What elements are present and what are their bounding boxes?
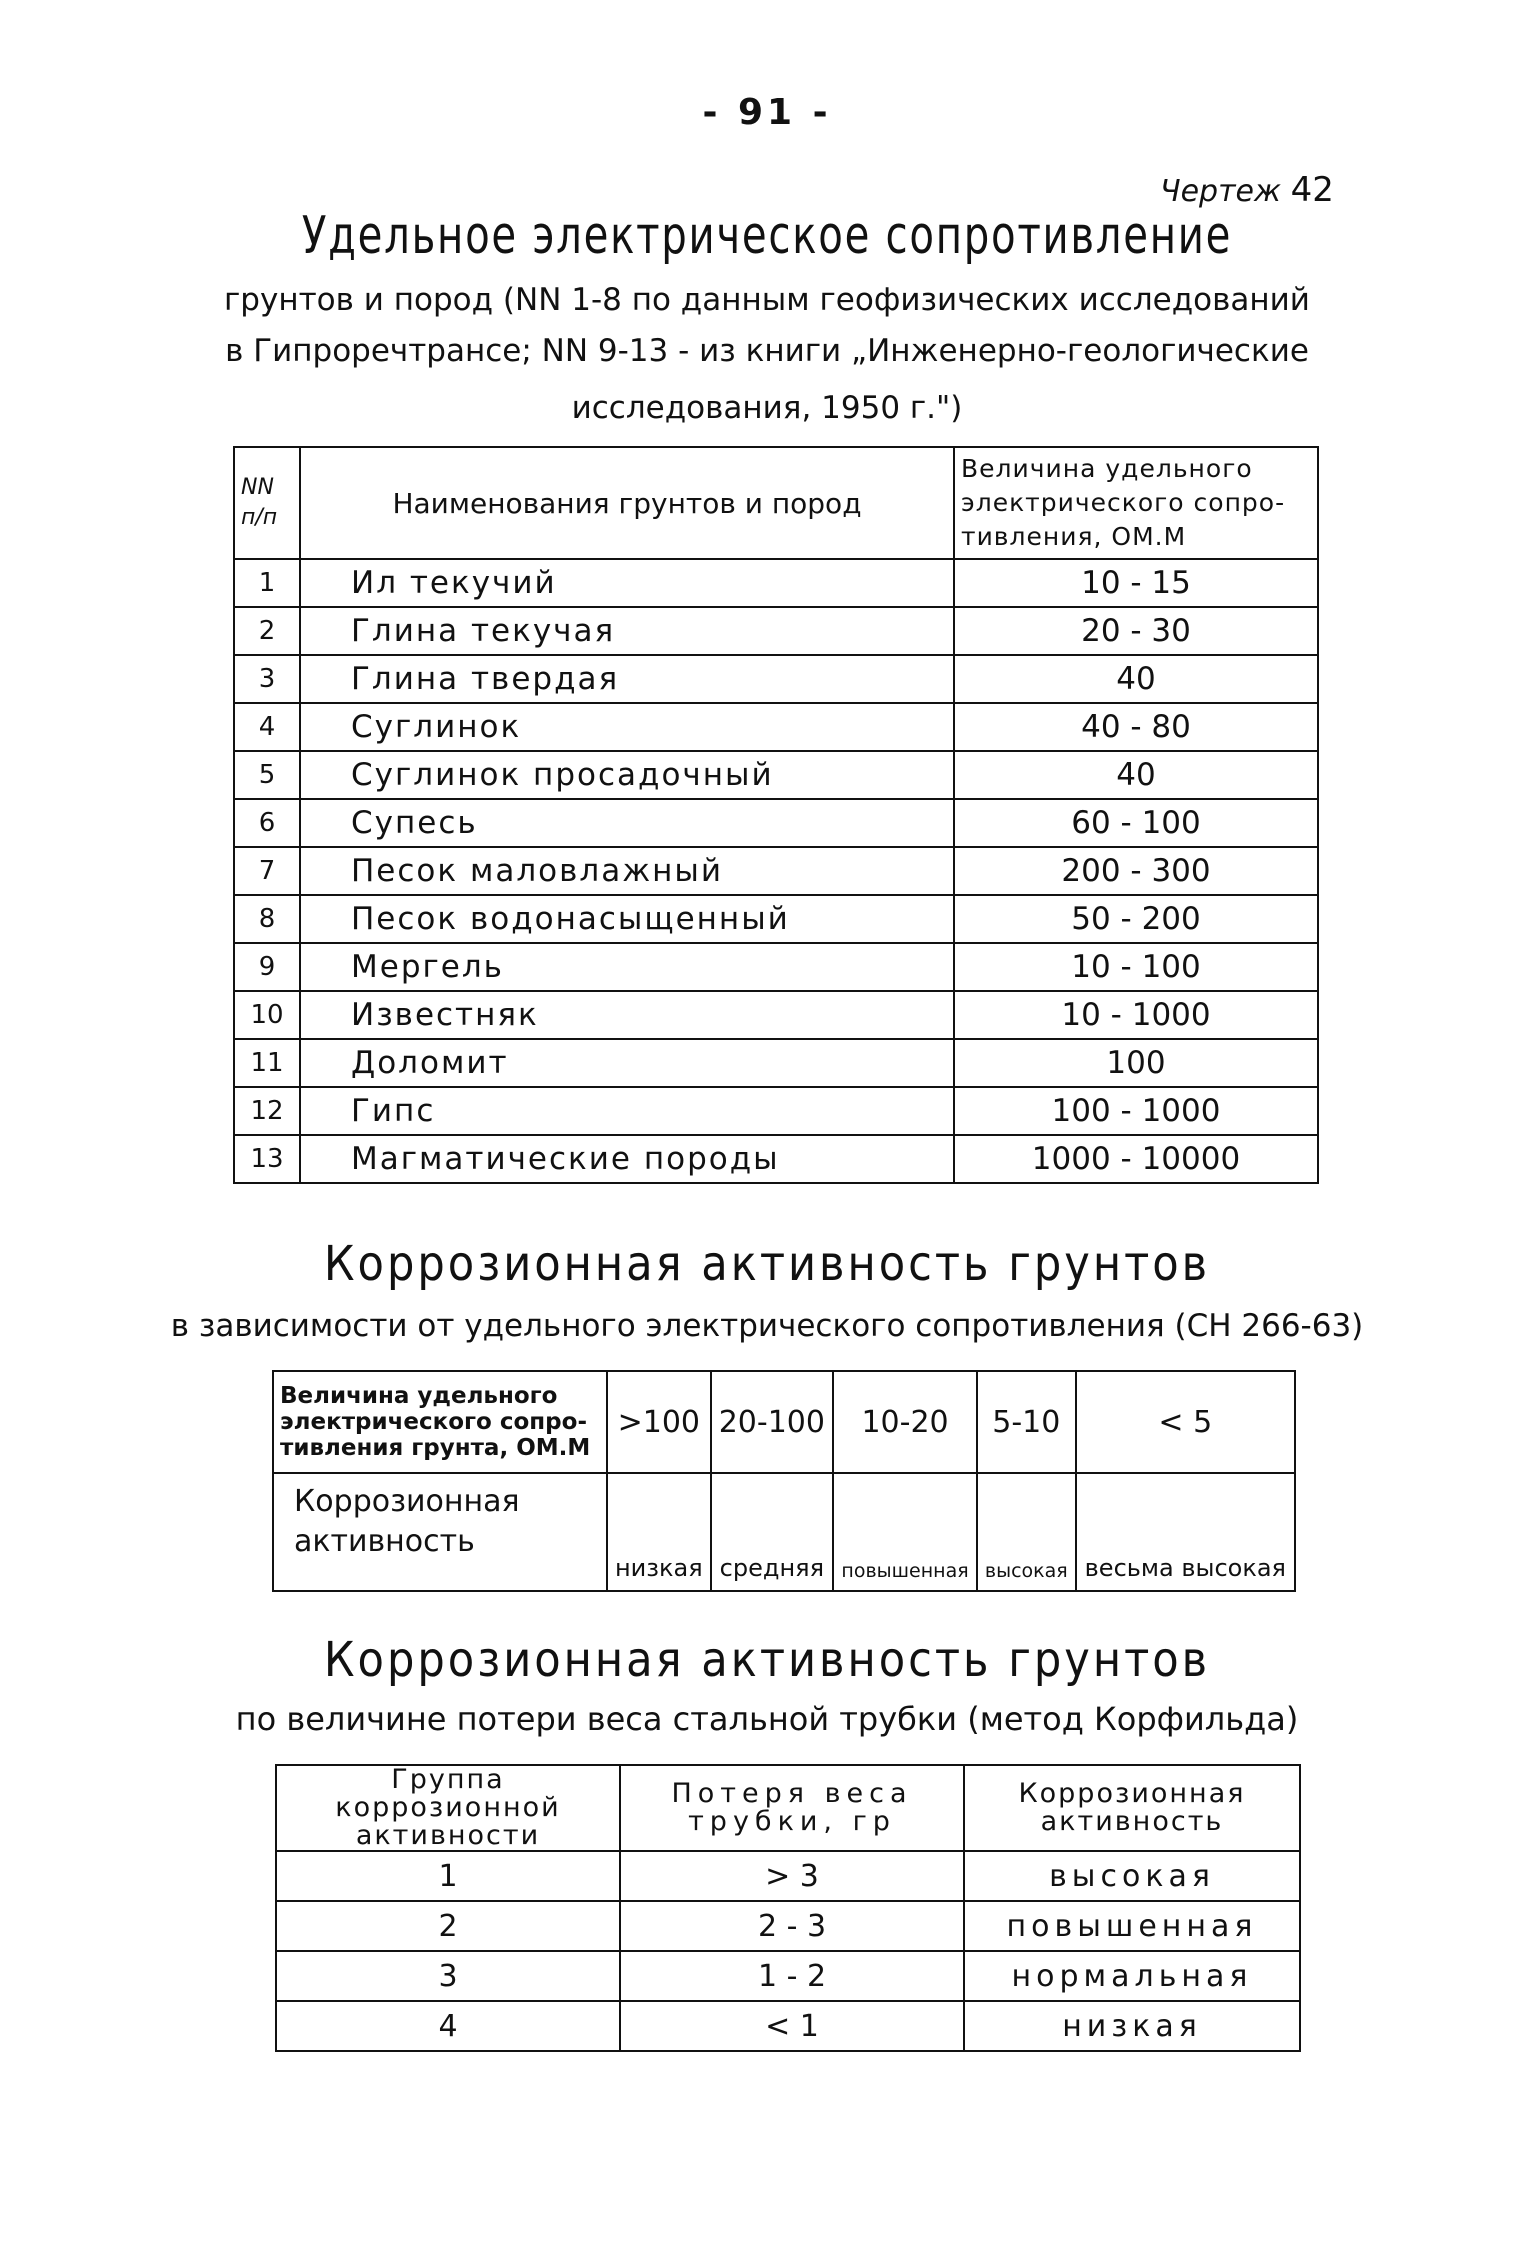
table-row (273, 1371, 1295, 1473)
row-number: 8 (234, 895, 300, 943)
resistivity-value: 100 - 1000 (954, 1087, 1318, 1135)
resistivity-value: 10 - 1000 (954, 991, 1318, 1039)
soil-name: Супесь (300, 799, 954, 847)
corrosion-activity: нормальная (964, 1951, 1300, 2001)
row-label-corrosion: Коррозионная активность (273, 1473, 607, 1591)
resistivity-value: 60 - 100 (954, 799, 1318, 847)
table-row (234, 655, 1318, 703)
table-row (276, 2001, 1300, 2051)
soil-name: Гипс (300, 1087, 954, 1135)
header-resistivity: Величина удельного электрического сопро-тивления, ОМ.М (954, 447, 1318, 559)
soil-name: Суглинок (300, 703, 954, 751)
section1-subtitle-line3: исследования, 1950 г.") (571, 390, 963, 426)
section1-title: Удельное электрическое сопротивление (301, 206, 1233, 266)
soil-name: Магматические породы (300, 1135, 954, 1183)
resistivity-value: 100 (954, 1039, 1318, 1087)
weight-loss: > 3 (620, 1851, 964, 1901)
table-row (234, 751, 1318, 799)
row-label-resistivity: Величина удельного электрического сопро-тивления грунта, ОМ.М (273, 1371, 607, 1473)
corrosion-level-2: средняя (711, 1473, 834, 1591)
table-row (234, 1087, 1318, 1135)
corrosion-level-1: низкая (607, 1473, 711, 1591)
resistivity-range-5: < 5 (1076, 1371, 1295, 1473)
weight-loss-table-body (276, 1851, 1300, 2051)
table-row (234, 799, 1318, 847)
resistivity-value: 200 - 300 (954, 847, 1318, 895)
corrosion-activity: высокая (964, 1851, 1300, 1901)
weight-loss: 1 - 2 (620, 1951, 964, 2001)
group-number: 4 (276, 2001, 620, 2051)
row-number: 10 (234, 991, 300, 1039)
soil-name: Глина твердая (300, 655, 954, 703)
table-header-row (276, 1765, 1300, 1851)
resistivity-value: 40 - 80 (954, 703, 1318, 751)
table-row (234, 607, 1318, 655)
table-row (234, 1135, 1318, 1183)
soil-name: Песок водонасыщенный (300, 895, 954, 943)
resistivity-range-2: 20-100 (711, 1371, 834, 1473)
section3-subtitle: по величине потери веса стальной трубки (метод Корфильда) (235, 1700, 1299, 1738)
weight-loss: < 1 (620, 2001, 964, 2051)
row-number: 3 (234, 655, 300, 703)
header-group: Группа коррозионной активности (276, 1765, 620, 1851)
table-row (276, 1851, 1300, 1901)
resistivity-range-3: 10-20 (833, 1371, 977, 1473)
corrosion-activity: повышенная (964, 1901, 1300, 1951)
table-header-row (234, 447, 1318, 559)
corrosion-by-weight-loss-table (275, 1764, 1301, 2052)
row-number: 9 (234, 943, 300, 991)
group-number: 3 (276, 1951, 620, 2001)
resistivity-value: 10 - 15 (954, 559, 1318, 607)
resistivity-value: 1000 - 10000 (954, 1135, 1318, 1183)
resistivity-value: 50 - 200 (954, 895, 1318, 943)
soil-name: Известняк (300, 991, 954, 1039)
header-weight-loss: Потеря веса трубки, гр (620, 1765, 964, 1851)
table-row (234, 943, 1318, 991)
table-row (234, 559, 1318, 607)
table-row (276, 1951, 1300, 2001)
page-number: - 91 - (702, 92, 832, 133)
section2-subtitle: в зависимости от удельного электрического сопротивления (СН 266-63) (170, 1308, 1364, 1344)
row-number: 11 (234, 1039, 300, 1087)
soil-name: Доломит (300, 1039, 954, 1087)
resistivity-value: 40 (954, 751, 1318, 799)
header-number: NN п/п (234, 447, 300, 559)
group-number: 1 (276, 1851, 620, 1901)
resistivity-table (233, 446, 1319, 1184)
row-number: 12 (234, 1087, 300, 1135)
row-number: 7 (234, 847, 300, 895)
table-row (234, 991, 1318, 1039)
section1-subtitle-line1: грунтов и пород (NN 1-8 по данным геофизических исследований (224, 282, 1310, 318)
resistivity-range-4: 5-10 (977, 1371, 1076, 1473)
table-row (234, 703, 1318, 751)
row-number: 13 (234, 1135, 300, 1183)
corrosion-level-3: повышенная (833, 1473, 977, 1591)
drawing-number: 42 (1290, 170, 1334, 210)
corrosion-level-5: весьма высокая (1076, 1473, 1295, 1591)
row-number: 4 (234, 703, 300, 751)
soil-name: Суглинок просадочный (300, 751, 954, 799)
row-number: 2 (234, 607, 300, 655)
header-soil-name: Наименования грунтов и пород (300, 447, 954, 559)
section2-title: Коррозионная активность грунтов (323, 1236, 1211, 1292)
soil-name: Глина текучая (300, 607, 954, 655)
section1-subtitle-line2: в Гипроречтрансе; NN 9-13 - из книги „Инженерно-геологические (225, 333, 1309, 369)
row-number: 5 (234, 751, 300, 799)
soil-name: Ил текучий (300, 559, 954, 607)
table-row (234, 847, 1318, 895)
weight-loss: 2 - 3 (620, 1901, 964, 1951)
corrosion-level-4: высокая (977, 1473, 1076, 1591)
table-row (234, 895, 1318, 943)
header-corrosion: Коррозионная активность (964, 1765, 1300, 1851)
resistivity-value: 10 - 100 (954, 943, 1318, 991)
corrosion-activity: низкая (964, 2001, 1300, 2051)
row-number: 6 (234, 799, 300, 847)
group-number: 2 (276, 1901, 620, 1951)
resistivity-range-1: >100 (607, 1371, 711, 1473)
table-row (273, 1473, 1295, 1591)
resistivity-table-body (234, 559, 1318, 1183)
row-number: 1 (234, 559, 300, 607)
table-row (234, 1039, 1318, 1087)
drawing-label (1160, 170, 1334, 210)
soil-name: Песок маловлажный (300, 847, 954, 895)
soil-name: Мергель (300, 943, 954, 991)
corrosion-by-resistivity-table (272, 1370, 1296, 1592)
resistivity-value: 20 - 30 (954, 607, 1318, 655)
table-row (276, 1901, 1300, 1951)
resistivity-value: 40 (954, 655, 1318, 703)
drawing-word: Чертеж (1160, 174, 1282, 209)
section3-title: Коррозионная активность грунтов (323, 1632, 1211, 1688)
